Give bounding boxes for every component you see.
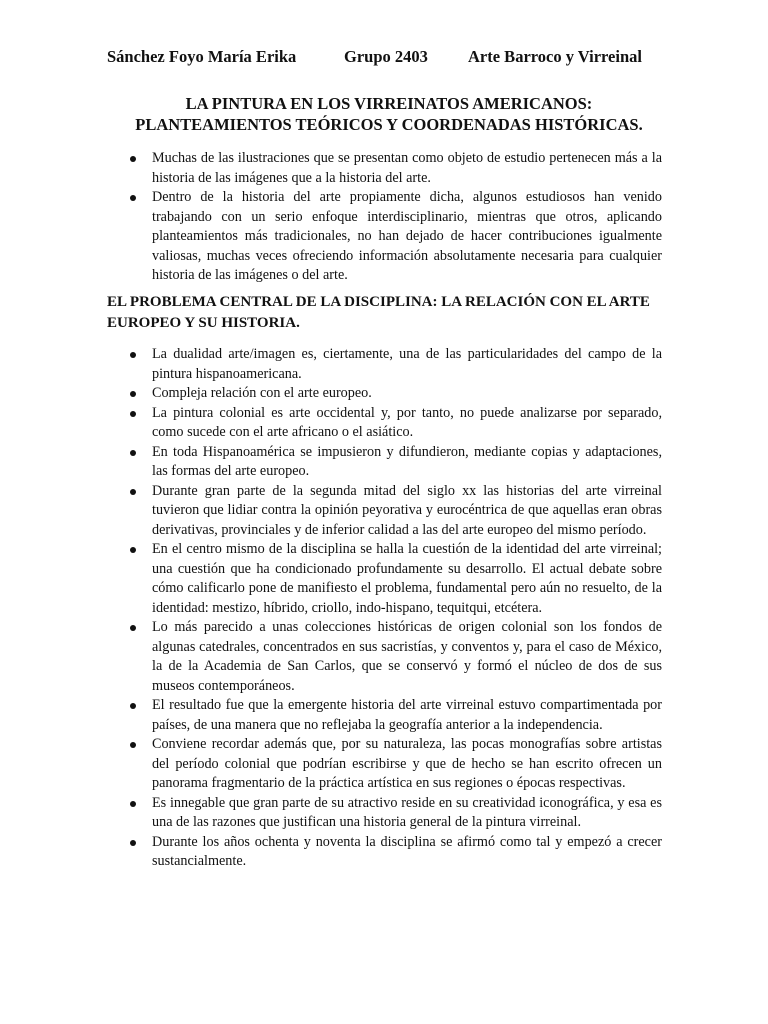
main-bullet-list (130, 345, 662, 872)
bullet-icon (130, 547, 136, 553)
list-item-text: La dualidad arte/imagen es, ciertamente, una de las particularidades del campo de la pintura hispanoamericana. (152, 346, 662, 382)
bullet-icon (130, 450, 136, 456)
section-heading: EL PROBLEMA CENTRAL DE LA DISCIPLINA: LA RELACIÓN CON EL ARTE EUROPEO Y SU HISTORIA. (107, 294, 650, 331)
list-item-text: Durante gran parte de la segunda mitad del siglo xx las historias del arte virreinal tuvieron que lidiar contra la opinión peyorativa y eurocéntrica de que aquellas eran obras derivativas, provinciales y de inferior calidad a las del arte europeo del mismo período. (152, 482, 662, 538)
document-header (107, 47, 667, 67)
title-line-2: PLANTEAMIENTOS TEÓRICOS Y COORDENADAS HISTÓRICAS. (135, 115, 643, 134)
list-item-text: La pintura colonial es arte occidental y, por tanto, no puede analizarse por separado, como sucede con el arte africano o el asiático. (152, 404, 662, 440)
intro-bullet-list (130, 149, 662, 286)
list-item (130, 833, 662, 872)
list-item-text: Durante los años ochenta y noventa la disciplina se afirmó como tal y empezó a crecer sustancialmente. (152, 833, 662, 869)
list-item (130, 384, 662, 404)
list-item (130, 618, 662, 696)
bullet-icon (130, 411, 136, 417)
course-name: Arte Barroco y Virreinal (468, 47, 642, 66)
list-item-text: Muchas de las ilustraciones que se presentan como objeto de estudio pertenecen más a la historia de las imágenes que a la historia del arte. (152, 150, 662, 186)
author-name: Sánchez Foyo María Erika (107, 47, 297, 66)
bullet-icon (130, 156, 136, 162)
group-label: Grupo 2403 (344, 47, 428, 66)
bullet-icon (130, 703, 136, 709)
list-item-text: Conviene recordar además que, por su naturaleza, las pocas monografías sobre artistas del período colonial que podrían escribirse y que de hecho se han escrito ofrecen un panorama fragmentario de la práctica artística en sus regiones o épocas respectivas. (152, 736, 662, 791)
bullet-icon (130, 391, 136, 397)
list-item (130, 149, 662, 188)
list-item (130, 540, 662, 618)
list-item-text: Dentro de la historia del arte propiamente dicha, algunos estudiosos han venido trabajando con un serio enfoque interdisciplinario, mientras que otros, aplicando planteamientos más tradicionales, no han dejado de hacer contribuciones igualmente valiosas, muchas veces ofreciendo información absolutamente necesaria para cualquier historia de las imágenes o del arte. (152, 189, 662, 283)
bullet-icon (130, 195, 136, 201)
title-line-1: LA PINTURA EN LOS VIRREINATOS AMERICANOS: (185, 94, 593, 113)
list-item-text: Es innegable que gran parte de su atractivo reside en su creatividad iconográfica, y esa es una de las razones que justifican una historia general de la pintura virreinal. (152, 794, 662, 830)
bullet-icon (130, 625, 136, 631)
list-item-text: En toda Hispanoamérica se impusieron y difundieron, mediante copias y adaptaciones, las formas del arte europeo. (152, 443, 662, 479)
bullet-icon (130, 742, 136, 748)
list-item (130, 794, 662, 833)
list-item (130, 482, 662, 541)
list-item (130, 443, 662, 482)
list-item (130, 696, 662, 735)
list-item (130, 735, 662, 794)
list-item-text: Compleja relación con el arte europeo. (152, 385, 372, 401)
list-item-text: En el centro mismo de la disciplina se halla la cuestión de la identidad del arte virreinal; una cuestión que ha condicionado profundamente su desarrollo. El actual debate sobre cómo calificarlo pone de manifiesto el problema, fundamental pero aún no resuelto, de la identidad: mestizo, híbrido, criollo, indo-hispano, tequitqui, etcétera. (152, 541, 662, 616)
list-item (130, 404, 662, 443)
bullet-icon (130, 489, 136, 495)
list-item (130, 188, 662, 286)
list-item (130, 345, 662, 384)
document-title (100, 93, 678, 135)
list-item-text: Lo más parecido a unas colecciones históricas de origen colonial son los fondos de algunas catedrales, concentrados en sus sacristías, y conventos y, para el caso de México, la de la Academia de San Carlos, que se conservó y formó el núcleo de dos de sus museos contemporáneos. (152, 619, 662, 694)
bullet-icon (130, 801, 136, 807)
bullet-icon (130, 840, 136, 846)
bullet-icon (130, 352, 136, 358)
list-item-text: El resultado fue que la emergente historia del arte virreinal estuvo compartimentada por países, de una manera que no reflejaba la geografía anterior a la independencia. (152, 697, 662, 733)
